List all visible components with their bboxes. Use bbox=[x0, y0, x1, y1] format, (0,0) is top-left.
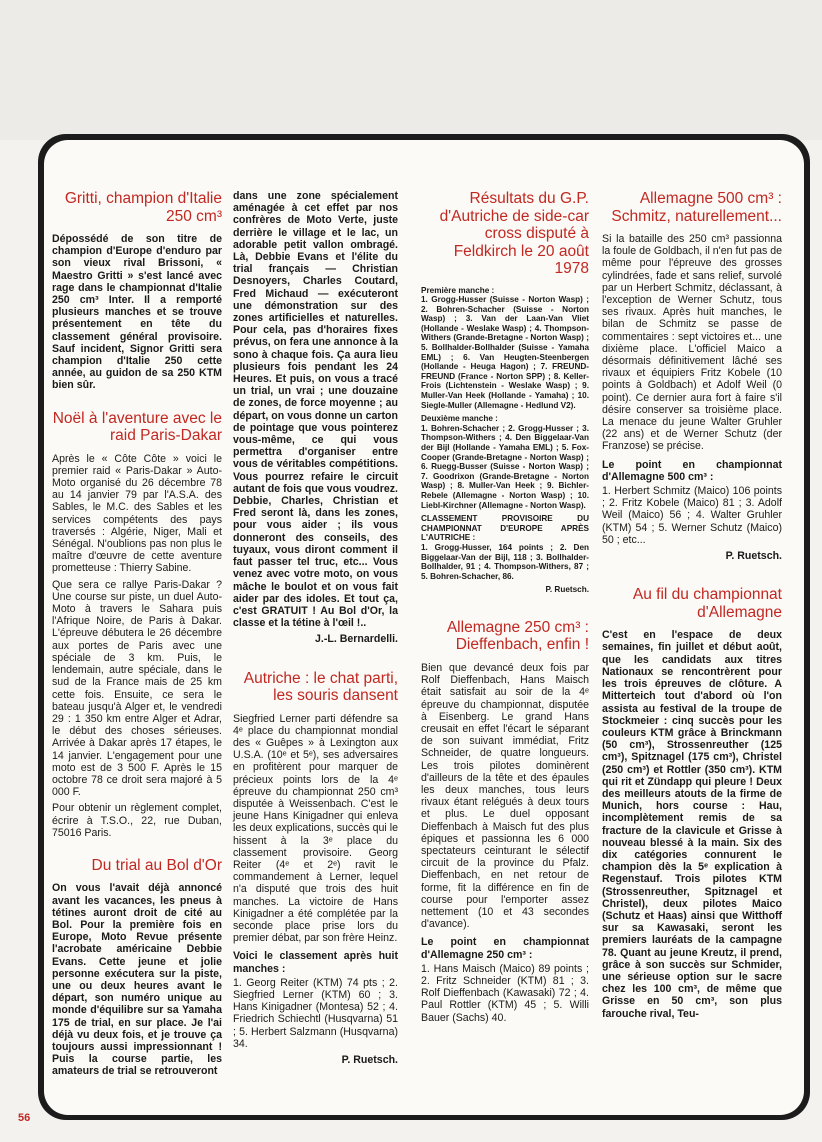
autriche-body: Siegfried Lerner parti défendre sa 4ᵉ place du championnat mondial des « Guêpes » à Lexington aux U.S.A. (10ᵉ et 5ᵉ), ses adversaires en profitèrent pour marquer de précieux points lors de la 4ᵉ épreuve du championnat 250 cm³ disputée à Weissenbach. C'est le jeune Hans Kinigadner qui enleva les deux explications, succès qui le hissent à la 3ᵉ place du classement provisoire. Georg Reiter (4ᵉ et 2ᵉ) ravit le commandement à Lerner, lequel n'a disputé que trois des huit manches. La victoire de Hans Kinigadner a été complétée par la seconde place prise lors du premier débat, par son frère Heinz. bbox=[233, 712, 398, 945]
trial-title: Du trial au Bol d'Or bbox=[91, 856, 222, 874]
standings-label: CLASSEMENT PROVISOIRE DU CHAMPIONNAT D'EUROPE APRÈS L'AUTRICHE : bbox=[421, 514, 589, 543]
gritti-body: Dépossédé de son titre de champion d'Europe d'enduro par son vieux rival Brissoni, « Maestro Gritti » s'est lancé avec rage dans le championnat d'Italie 250 cm³ Inter. Il a remporté plusieurs manches et se trouve présentement en tête du classement général provisoire. Sauf incident, Signor Gritti sera champion d'Italie 250 cette année, au guidon de sa 250 KTM bien sûr. bbox=[52, 233, 222, 392]
dieffenbach-body: Bien que devancé deux fois par Rolf Dieffenbach, Hans Maisch était satisfait au soir de la 4ᵉ épreuve du championnat, disputée à Eisenberg. Le grand Hans creusait en effet l'écart le séparant de son suivant immédiat, Fritz Schneider, de quatre longueurs. Les trois pilotes dominèrent d'ailleurs de la tête et des épaules les deux manches, tous leurs rivaux étant relégués à deux tours et plus. Le duel opposant Dieffenbach à Maisch fut des plus épiques et passionna les 6 000 spectateurs ceinturant le sélectif circuit de la province du Pfalz. Dieffenbach, en net retour de forme, fit la différence en fin de course pour l'emporter assez nettement (10 et 43 secondes d'avance). bbox=[421, 661, 589, 931]
column-4 bbox=[602, 190, 782, 1024]
schmitz-title: Allemagne 500 cm³ : Schmitz, naturellement... bbox=[611, 190, 782, 225]
noel-body-2: Que sera ce rallye Paris-Dakar ? Une course sur piste, un duel Auto-Moto à travers le Sahara puis l'Afrique Noire, de Paris à Dakar. L'épreuve débutera le 26 décembre aux portes de Paris avec une spéciale de 3 km. Puis, le lendemain, autre spéciale, dans le sud de la France mais de 25 km cette fois. Ensuite, ce sera le bateau jusqu'à Alger et, le vendredi 29 : 1 350 km entre Alger et Adrar, le début des choses sérieuses. Arrivée à Dakar après 17 étapes, le 14 janvier. L'engagement pour une moto est de 3 500 F. Après le 15 octobre 78 ce droit sera majoré à 5 000 F. bbox=[52, 578, 222, 799]
autriche-subheading: Voici le classement après huit manches : bbox=[233, 950, 398, 975]
gp-title: Résultats du G.P. d'Autriche de side-car cross disputé à Feldkirch le 20 août 1978 bbox=[439, 190, 589, 277]
second-race-label: Deuxième manche : bbox=[421, 414, 498, 424]
trial-signature: J.-L. Bernardelli. bbox=[314, 633, 398, 646]
page-top-background bbox=[0, 0, 822, 140]
dieffenbach-subheading: Le point en championnat d'Allemagne 250 cm³ : bbox=[421, 936, 589, 961]
column-1 bbox=[52, 190, 222, 1082]
first-race-results: 1. Grogg-Husser (Suisse - Norton Wasp) ; 2. Bohren-Schacher (Suisse - Norton Wasp) ; 3. Van der Laan-Van Vliet (Hollande - Weslake Wasp) ; 4. Thompson-Withers (Grande-Bretagne - Norton Wasp) ; 5. Bollhalder-Bollhalder (Suisse - Yamaha EML) ; 6. Van Heugten-Steenbergen (Hollande - Heuga Hagon) ; 7. FREUND-FREUND (France - Norton SPP) ; 8. Keller-Frois (Lichtenstein - Weslake Wasp) ; 9. Muller-Van Heek (Hollande - Yamaha) ; 10. Siegle-Muller (Allemagne - Hedlund V2). bbox=[421, 295, 589, 410]
page-number: 56 bbox=[18, 1112, 31, 1124]
trial-body: On vous l'avait déjà annoncé avant les vacances, les pneus à tétines auront droit de cité au Bol. Pour la première fois en Europe, Moto Revue présente l'acrobate américaine Debbie Evans. Cette jeune et jolie personne exécutera sur la piste, une ou deux heures avant le départ, son numéro unique au monde d'équilibre sur sa Yamaha 175 de trial, en sur place. Je l'ai déjà vu deux fois, et je trouve ça toujours aussi impressionnant ! Puis la course partie, les amateurs de trial se retrouveront bbox=[52, 882, 222, 1078]
schmitz-body: Si la bataille des 250 cm³ passionna la foule de Goldbach, il n'en fut pas de même pour l'épreuve des grosses cylindrées, fade et sans relief, survolé par un Herbert Schmitz, déclassant, à l'exception de Werner Schutz, tous ses rivaux. Après huit manches, le bilan de Schmitz se passe de commentaires : sept victoires et... une dixième place. L'officiel Maico a désormais définitivement lâché ses rivaux et équipiers Fritz Kobele (10 points à Goldbach) et Adolf Weil (0 point). Ce dernier aura fort à faire s'il désire conserver sa troisième place. La menace du jeune Walter Gruhler (22 ans) et de Werner Schutz (der Franzose) se précise. bbox=[602, 233, 782, 453]
fil-body: C'est en l'espace de deux semaines, fin juillet et début août, que les candidats aux titres Nationaux se rencontrèrent pour les trois épreuves de clôture. A Mitterteich tout d'abord où l'on assista au festival de la troupe de Stockmeier : cinq succès pour les couleurs KTM grâce à Brinckmann (50 cm³), Strossenreuther (125 cm³), Spitznagel (175 cm³), Christel (250 cm³) et Rottler (350 cm³). KTM qui rit et Zündapp qui pleure ! Deux des meilleurs atouts de la firme de Munich, hors course : Hau, incomplètement remis de sa fracture de la clavicule et Grisse à nouveau blessé à la main. Six des dix catégories connurent le champion dès la 5ᵉ explication à Regenstauf. Trois pilotes KTM (Strossenreuther, Spitznagel et Christel), deux pilotes Maico (Schutz et Haas) ainsi que Witthoff sur sa Kawasaki, seront les premiers lauréats de la campagne 78. Quant au jeune Kreutz, il prend, grâce à son succès sur Schmider, une sérieuse option sur le sacre chez les 100 cm³, de même que Grisse en 50 cm³, son plus farouche rival, Teu- bbox=[602, 629, 782, 1020]
schmitz-subheading: Le point en championnat d'Allemagne 500 cm³ : bbox=[602, 458, 782, 483]
noel-body-1: Après le « Côte Côte » voici le premier raid « Paris-Dakar » Auto-Moto organisé du 26 décembre 78 au 14 janvier 79 par l'A.S.A. des Sables, le M.C. des Sables et les services compétents des pays traversés : Algérie, Niger, Mali et Sénégal. N'oublions pas non plus le maître d'œuvre de cette aventure prometteuse : Thierry Sabine. bbox=[52, 452, 222, 575]
autriche-signature: P. Ruetsch. bbox=[341, 1054, 398, 1066]
gp-signature: P. Ruetsch. bbox=[545, 585, 589, 595]
noel-body-3: Pour obtenir un règlement complet, écrire à T.S.O., 22, rue Duban, 75016 Paris. bbox=[52, 802, 222, 839]
schmitz-signature: P. Ruetsch. bbox=[725, 550, 782, 563]
dieffenbach-results: 1. Hans Maisch (Maico) 89 points ; 2. Fritz Schneider (KTM) 81 ; 3. Rolf Dieffenbach (Kawasaki) 72 ; 4. Paul Rottler (KTM) 45 ; 5. Willi Bauer (Sachs) 40. bbox=[421, 962, 589, 1024]
autriche-title: Autriche : le chat parti, les souris dansent bbox=[243, 669, 398, 705]
noel-title: Noël à l'aventure avec le raid Paris-Dakar bbox=[52, 409, 222, 445]
autriche-results: 1. Georg Reiter (KTM) 74 pts ; 2. Siegfried Lerner (KTM) 60 ; 3. Hans Kinigadner (Montesa) 52 ; 4. Friedrich Schiechtl (Husqvarna) 51 ; 5. Herbert Salzmann (Husqvarna) 34. bbox=[233, 976, 398, 1050]
trial-continued: dans une zone spécialement aménagée à cet effet par nos confrères de Moto Verte, juste derrière le village et le lac, un adorable petit vallon ombragé. Là, Debbie Evans et l'élite du trial français — Christian Desnoyers, Charles Coutard, Fred Michaud — exécuteront une démonstration sur des zones artificielles et naturelles. Pour cela, pas d'horaires fixes prévus, on fera une annonce à la sono à chaque fois. Ça aura lieu plusieurs fois pendant les 24 Heures. Et puis, on vous a tracé un trial, un vrai ; une douzaine de zones, de force moyenne ; au départ, on vous donne un carton de pointage que vous pointerez vous-même, ce qui vous permettra d'organiser entre vous de véritables compétitions. Vous pourrez refaire le circuit autant de fois que vous voudrez. Debbie, Charles, Christian et Fred seront là, dans les zones, pour vous aider ; ils vous donneront des conseils, des tuyaux, vous diront comment il faut passer tel truc, etc... Vous venez avec votre moto, on vous mâche le boulot et on vous fait aider par des idoles. Et tout ça, c'est GRATUIT ! Au Bol d'Or, la classe et la tétine à l'œil !.. bbox=[233, 190, 398, 630]
fil-title: Au fil du championnat d'Allemagne bbox=[632, 586, 782, 621]
schmitz-results: 1. Herbert Schmitz (Maico) 106 points ; 2. Fritz Kobele (Maico) 81 ; 3. Adolf Weil (Maico) 56 ; 4. Walter Gruhler (KTM) 54 ; 5. Werner Schutz (Maico) 50 ; etc... bbox=[602, 485, 782, 546]
first-race-label: Première manche : bbox=[421, 285, 495, 295]
dieffenbach-title: Allemagne 250 cm³ : Dieffenbach, enfin ! bbox=[446, 618, 589, 654]
column-3 bbox=[421, 190, 589, 1028]
second-race-results: 1. Bohren-Schacher ; 2. Grogg-Husser ; 3. Thompson-Withers ; 4. Den Biggelaar-Van der Bijl (Hollande - Yamaha EML) ; 5. Fox-Cooper (Grande-Bretagne - Norton Wasp) ; 6. Ruegg-Busser (Suisse - Norton Wasp) ; 7. Goodrixon (Grande-Bretagne - Norton Wasp) ; 8. Muller-Van Heek ; 9. Bichler-Rebele (Allemagne - Norton Wasp) ; 10. Liebl-Kirchner (Allemagne - Norton Wasp). bbox=[421, 423, 589, 510]
gritti-title: Gritti, champion d'Italie 250 cm³ bbox=[64, 190, 222, 225]
column-2 bbox=[233, 190, 398, 1076]
standings-results: 1. Grogg-Husser, 164 points ; 2. Den Biggelaar-Van der Bijl, 118 ; 3. Bollhalder-Bollhalder, 91 ; 4. Thompson-Withers, 87 ; 5. Bohren-Schacher, 86. bbox=[421, 542, 589, 581]
